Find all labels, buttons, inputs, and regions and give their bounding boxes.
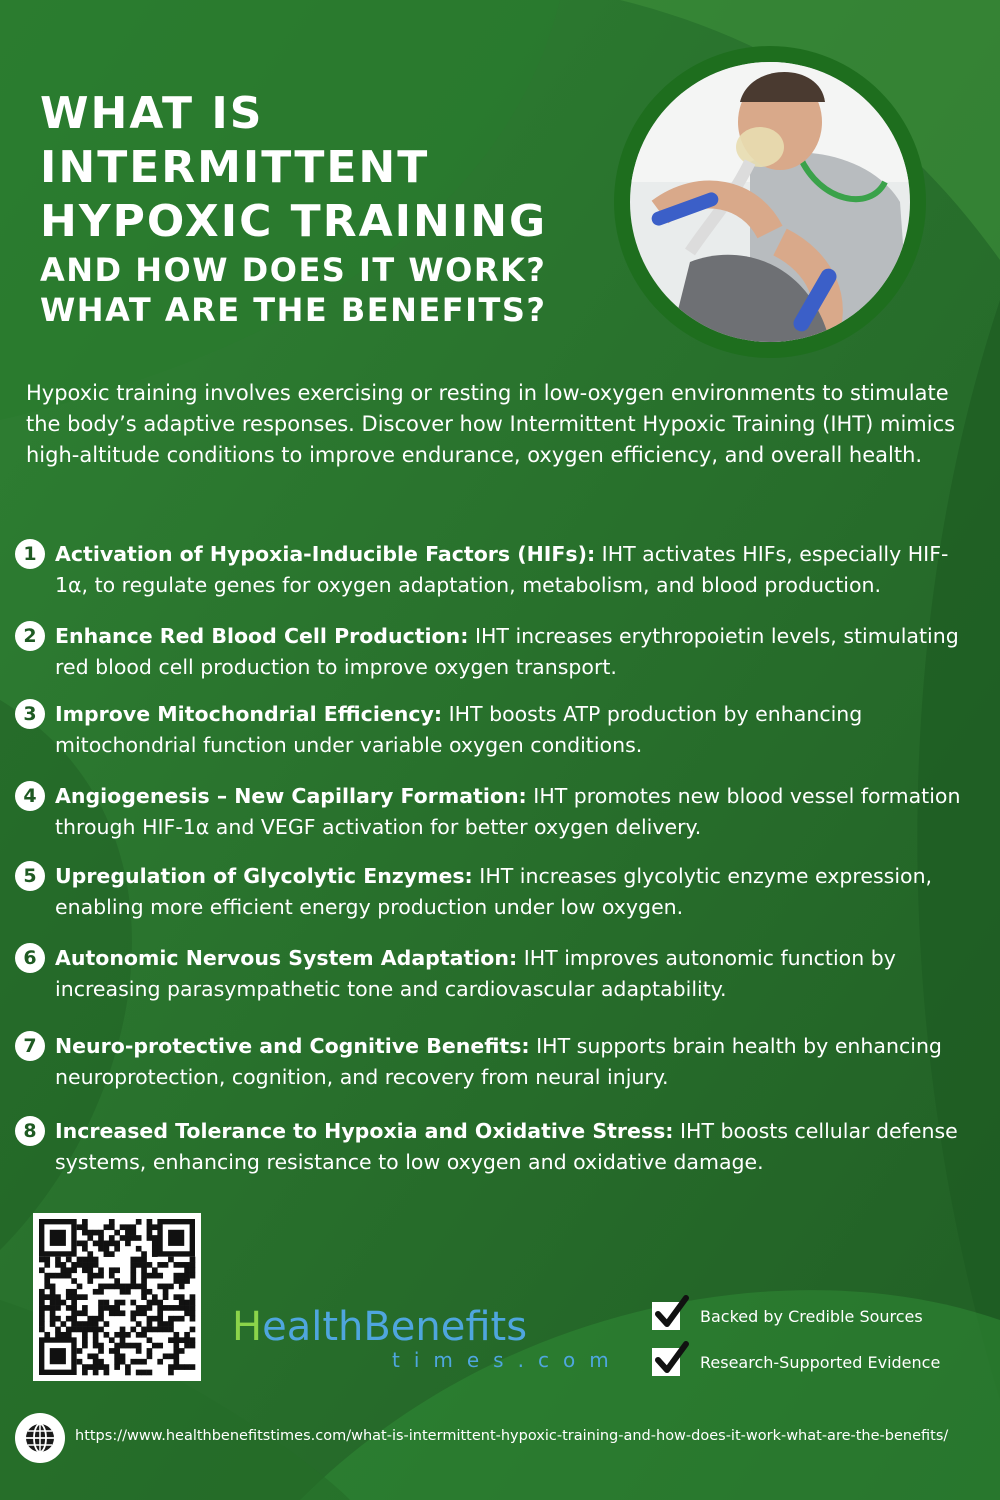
benefit-term: Activation of Hypoxia-Inducible Factors (HIFs): <box>55 542 596 566</box>
title-line-3: HYPOXIC TRAINING <box>40 196 548 247</box>
number-badge: 1 <box>15 539 45 569</box>
benefit-description: IHT boosts cellular defense systems, enhancing resistance to low oxygen and oxidative damage. <box>55 1119 958 1174</box>
qr-code-pattern <box>33 1213 201 1381</box>
benefit-term: Autonomic Nervous System Adaptation: <box>55 946 518 970</box>
benefit-text <box>55 943 975 1005</box>
logo-initial: H <box>232 1304 263 1350</box>
list-item <box>15 539 975 601</box>
logo-subtext: times.com <box>392 1348 623 1372</box>
credibility-badge <box>652 1302 923 1330</box>
benefit-text <box>55 699 975 761</box>
benefit-description: IHT promotes new blood vessel formation through HIF-1α and VEGF activation for better oxygen delivery. <box>55 784 961 839</box>
number-badge: 2 <box>15 621 45 651</box>
benefit-term: Enhance Red Blood Cell Production: <box>55 624 469 648</box>
list-item <box>15 1031 975 1093</box>
benefit-description: IHT supports brain health by enhancing neuroprotection, cognition, and recovery from neural injury. <box>55 1034 942 1089</box>
number-badge: 8 <box>15 1116 45 1146</box>
benefit-description: IHT boosts ATP production by enhancing mitochondrial function under variable oxygen conditions. <box>55 702 863 757</box>
number-badge: 5 <box>15 861 45 891</box>
benefit-term: Neuro-protective and Cognitive Benefits: <box>55 1034 530 1058</box>
page-title <box>40 88 610 334</box>
benefit-text <box>55 621 975 683</box>
logo-main-text: ealthBenefits <box>262 1304 528 1350</box>
check-label: Research-Supported Evidence <box>700 1352 941 1372</box>
checkmark-icon <box>652 1302 680 1330</box>
athlete-breathing-mask-photo <box>630 62 910 342</box>
checkmark-icon <box>652 1348 680 1376</box>
list-item <box>15 699 975 761</box>
check-label: Backed by Credible Sources <box>700 1306 923 1326</box>
benefit-description: IHT increases erythropoietin levels, stimulating red blood cell production to improve oxygen transport. <box>55 624 959 679</box>
intro-paragraph: Hypoxic training involves exercising or resting in low-oxygen environments to stimulate the body’s adaptive responses. Discover how Intermittent Hypoxic Training (IHT) mimics high-altitude conditions to improve endurance, oxygen efficiency, and overall health. <box>26 381 956 467</box>
title-line-1: WHAT IS <box>40 88 264 139</box>
benefit-term: Upregulation of Glycolytic Enzymes: <box>55 864 473 888</box>
list-item <box>15 1116 975 1178</box>
number-badge: 6 <box>15 943 45 973</box>
list-item <box>15 621 975 683</box>
benefit-description: IHT activates HIFs, especially HIF-1α, to regulate genes for oxygen adaptation, metabolism, and blood production. <box>55 542 949 597</box>
number-badge: 3 <box>15 699 45 729</box>
globe-icon <box>15 1413 65 1463</box>
benefit-text <box>55 1116 975 1178</box>
site-logo <box>232 1304 623 1385</box>
credibility-badge <box>652 1348 940 1376</box>
title-line-5: WHAT ARE THE BENEFITS? <box>40 291 547 329</box>
list-item <box>15 861 975 923</box>
hero-photo-frame <box>614 46 926 358</box>
benefit-text <box>55 539 975 601</box>
benefit-text <box>55 1031 975 1093</box>
list-item <box>15 781 975 843</box>
number-badge: 7 <box>15 1031 45 1061</box>
benefit-description: IHT improves autonomic function by increasing parasympathetic tone and cardiovascular adaptability. <box>55 946 896 1001</box>
qr-code[interactable] <box>33 1213 201 1381</box>
logo-wordmark <box>232 1305 592 1349</box>
list-item <box>15 943 975 1005</box>
source-url-link[interactable]: https://www.healthbenefitstimes.com/what-is-intermittent-hypoxic-training-and-how-does-it-work-what-are-the-benefits/ <box>75 1428 949 1444</box>
benefit-term: Increased Tolerance to Hypoxia and Oxidative Stress: <box>55 1119 674 1143</box>
title-line-4: AND HOW DOES IT WORK? <box>40 251 547 289</box>
benefit-description: IHT increases glycolytic enzyme expression, enabling more efficient energy production under low oxygen. <box>55 864 933 919</box>
number-badge: 4 <box>15 781 45 811</box>
title-line-2: INTERMITTENT <box>40 142 430 193</box>
benefit-term: Improve Mitochondrial Efficiency: <box>55 702 443 726</box>
benefit-text <box>55 861 975 923</box>
benefit-text <box>55 781 975 843</box>
benefit-term: Angiogenesis – New Capillary Formation: <box>55 784 527 808</box>
